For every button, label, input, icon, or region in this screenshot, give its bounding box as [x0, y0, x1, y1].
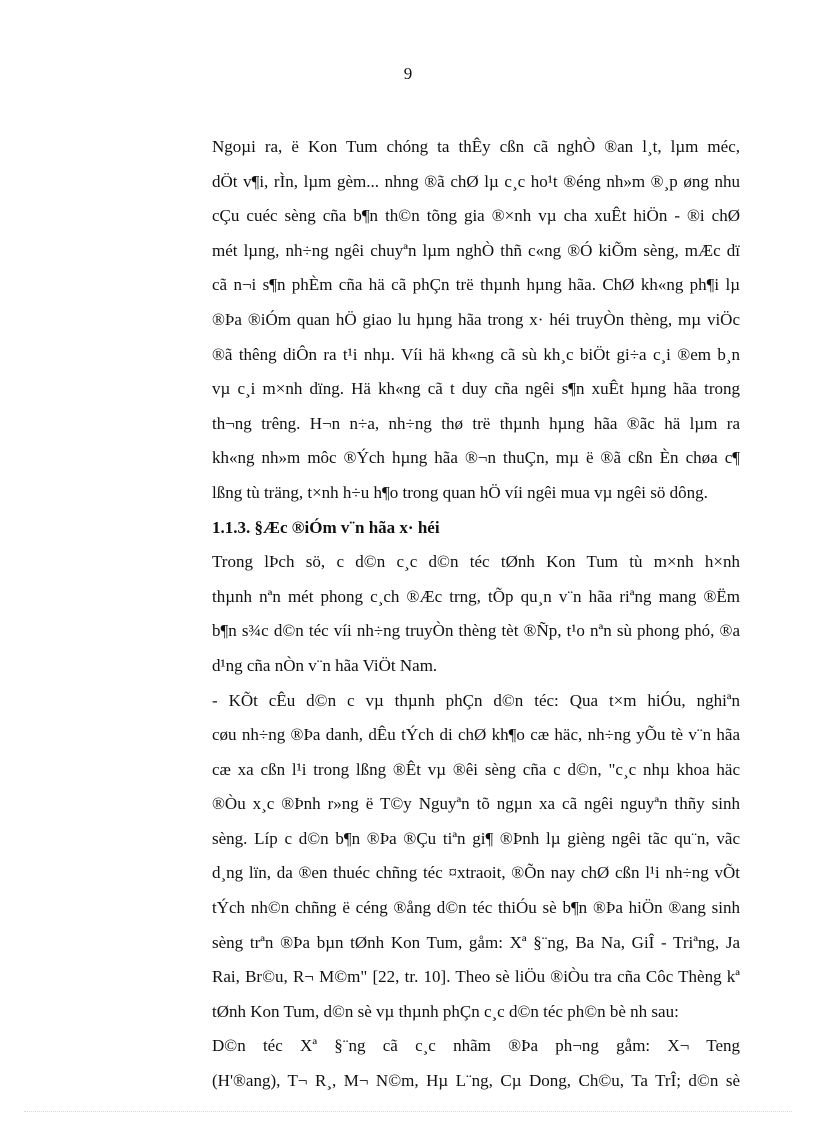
text-line: d¹ng cña nÒn v¨n hãa ViÖt Nam. — [212, 655, 438, 675]
page-number: 9 — [403, 64, 413, 83]
text-line: ®Þa ®iÓm quan hÖ giao lu hµng hãa trong x· héi truyÒn thèng, mµ viÖc — [212, 309, 740, 329]
text-line: cøu nh÷ng ®Þa danh, dÊu tÝch di chØ kh¶o cæ häc, nh÷ng yÕu tè v¨n hãa — [212, 725, 740, 745]
text-line: mét lµng, nh÷ng ngêi chuyªn lµm nghÒ thñ c«ng ®Ó kiÕm sèng, mÆc dï — [212, 240, 740, 260]
text-line: D©n téc Xª §¨ng cã c¸c nhãm ®Þa ph¬ng gåm: X¬ Teng — [212, 1036, 740, 1056]
page-content — [130, 130, 740, 1099]
section-heading: 1.1.3. §Æc ®iÓm v¨n hãa x· héi — [212, 517, 440, 537]
text-line: Ngoµi ra, ë Kon Tum chóng ta thÊy cßn cã nghÒ ®an l¸t, lµm méc, — [212, 137, 740, 156]
text-line: sèng trªn ®Þa bµn tØnh Kon Tum, gåm: Xª §¨ng, Ba Na, GiÎ - Triªng, Ja — [212, 932, 740, 952]
text-line: lßng tù träng, t×nh h÷u h¶o trong quan hÖ víi ngêi mua vµ ngêi sö dông. — [212, 482, 708, 502]
text-line: cã n¬i s¶n phÈm cña hä cã phÇn trë thµnh hµng hãa. ChØ kh«ng ph¶i lµ — [212, 275, 740, 295]
text-line: vµ c¸i m×nh dïng. Hä kh«ng cã t duy cña ngêi s¶n xuÊt hµng hãa trong — [212, 379, 740, 399]
text-line: ®ã thêng diÔn ra t¹i nhµ. Víi hä kh«ng cã sù kh¸c biÖt gi÷a c¸i ®em b¸n — [212, 344, 740, 364]
text-line: (H'®ang), T¬ R¸, M¬ N©m, Hµ L¨ng, Cµ Dong, Ch©u, Ta TrÎ; d©n sè — [212, 1071, 740, 1091]
text-line: kh«ng nh»m môc ®Ých hµng hãa ®¬n thuÇn, mµ ë ®ã cßn Èn chøa c¶ — [212, 448, 740, 468]
paragraph-cultural-history — [130, 545, 740, 683]
text-line: cæ xa cßn l¹i trong lßng ®Êt vµ ®êi sèng cña c d©n, "c¸c nhµ khoa häc — [212, 759, 740, 779]
text-line: Rai, Br©u, R¬ M©m" [22, tr. 10]. Theo sè liÖu ®iÒu tra cña Côc Thèng kª — [212, 967, 740, 987]
text-line: sèng. Líp c d©n b¶n ®Þa ®Çu tiªn gi¶ ®Þnh lµ gièng ngêi tãc qu¨n, vãc — [212, 828, 740, 848]
page-bottom-rule — [24, 1111, 792, 1112]
text-line: dÖt v¶i, rÌn, lµm gèm... nhng ®ã chØ lµ c¸c ho¹t ®éng nh»m ®¸p øng nhu — [212, 171, 740, 191]
text-line: - KÕt cÊu d©n c vµ thµnh phÇn d©n téc: Qua t×m hiÓu, nghiªn — [212, 690, 740, 710]
text-line: thµnh nªn mét phong c¸ch ®Æc trng, tÕp qu¸n v¨n hãa riªng mang ®Ëm — [212, 586, 740, 606]
text-line: d¸ng lïn, da ®en thuéc chñng téc ¤xtraoit, ®Õn nay chØ cßn l¹i nh÷ng vÕt — [212, 863, 740, 883]
text-line: cÇu cuéc sèng cña b¶n th©n tõng gia ®×nh vµ cha xuÊt hiÖn - ®i chØ — [212, 206, 740, 226]
paragraph-xe-dang-groups — [130, 1029, 740, 1098]
text-line: ®Òu x¸c ®Þnh r»ng ë T©y Nguyªn tõ ngµn xa cã ngêi nguyªn thñy sinh — [212, 794, 740, 814]
text-line: th¬ng trêng. H¬n n÷a, nh÷ng thø trë thµnh hµng hãa ®ãc hä lµm ra — [212, 413, 740, 433]
paragraph-population-structure — [130, 684, 740, 1030]
text-line: Trong lÞch sö, c d©n c¸c d©n téc tØnh Kon Tum tù m×nh h×nh — [212, 552, 740, 572]
text-line: b¶n s¾c d©n téc víi nh÷ng truyÒn thèng tèt ®Ñp, t¹o nªn sù phong phó, ®a — [212, 621, 740, 641]
paragraph-craft-trades — [130, 130, 740, 511]
text-line: tØnh Kon Tum, d©n sè vµ thµnh phÇn c¸c d©n téc ph©n bè nh sau: — [212, 1001, 679, 1021]
text-line: tÝch nh©n chñng ë céng ®ång d©n téc thiÓu sè b¶n ®Þa hiÖn ®ang sinh — [212, 898, 740, 918]
